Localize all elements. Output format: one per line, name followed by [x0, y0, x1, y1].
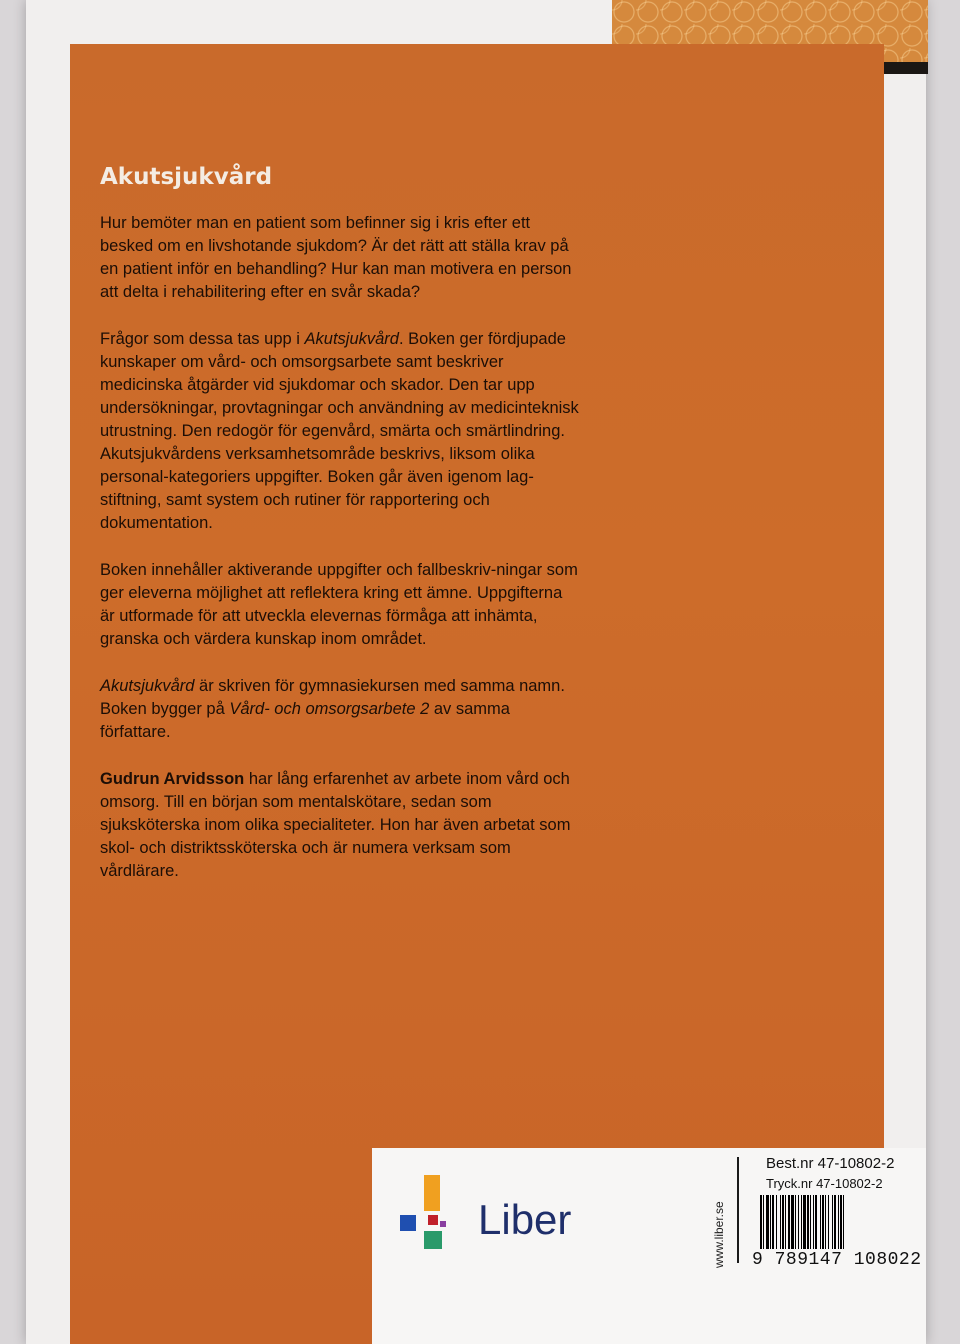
best-nr: Best.nr 47-10802-2	[766, 1155, 895, 1172]
para4-title-italic: Akutsjukvård	[100, 677, 195, 695]
blurb-text	[100, 164, 580, 907]
paragraph-course	[100, 675, 580, 744]
publisher-website[interactable]: www.liber.se	[712, 1201, 726, 1268]
isbn-number: 9 789147 108022	[752, 1250, 922, 1270]
author-name: Gudrun Arvidsson	[100, 770, 245, 788]
paragraph-author	[100, 768, 580, 883]
publisher-name: Liber	[478, 1196, 572, 1243]
book-title: Akutsjukvård	[100, 164, 273, 190]
para2-text-start: Frågor som dessa tas upp i	[100, 330, 305, 348]
para2-text-end: . Boken ger fördjupade kunskaper om vård- och omsorgsarbete samt beskriver medicinska åtgärder vid sjukdomar och skador. Den tar upp undersökningar, provtagningar och användning av medicinteknisk utrustning. Den redogör för egenvård, smärta och smärtlindring. Akutsjukvårdens verksamhetsområde beskrivs, liksom olika personal-kategoriers uppgifter. Boken går även igenom lag-stiftning, samt system och rutiner för rapportering och dokumentation.	[100, 330, 579, 532]
barcode-bar	[844, 1195, 847, 1249]
paragraph-intro: Hur bemöter man en patient som befinner sig i kris efter ett besked om en livshotande sjukdom? Är det rätt att ställa krav på en patient inför en behandling? Hur kan man motivera en person att delta i rehabilitering efter en svår skada?	[100, 214, 572, 301]
author-bio: har lång erfarenhet av arbete inom vård och omsorg. Till en början som mentalskötare, sedan som sjuksköterska inom olika specialiteter. Hon har även arbetat som skol- och distriktssköterska och är numera verksam som vårdlärare.	[100, 770, 571, 880]
barcode-icon	[760, 1195, 916, 1249]
paragraph-content	[100, 328, 580, 535]
liber-logo-icon	[400, 1175, 460, 1265]
para2-title-italic: Akutsjukvård	[304, 330, 399, 348]
tryck-nr: Tryck.nr 47-10802-2	[766, 1176, 883, 1191]
para4-related-book-italic: Vård- och omsorgsarbete 2	[229, 700, 430, 718]
para4-text-mid: är skriven för gymnasiekursen med samma namn. Boken bygger på	[100, 677, 565, 718]
footer-divider	[737, 1157, 739, 1263]
para4-text-end: av samma författare.	[100, 700, 510, 741]
paragraph-tasks: Boken innehåller aktiverande uppgifter och fallbeskriv-ningar som ger eleverna möjlighet att reflektera kring ett ämne. Uppgifterna är utformade för att utveckla elevernas förmåga att inhämta, granska och värdera kunskap inom området.	[100, 561, 578, 648]
